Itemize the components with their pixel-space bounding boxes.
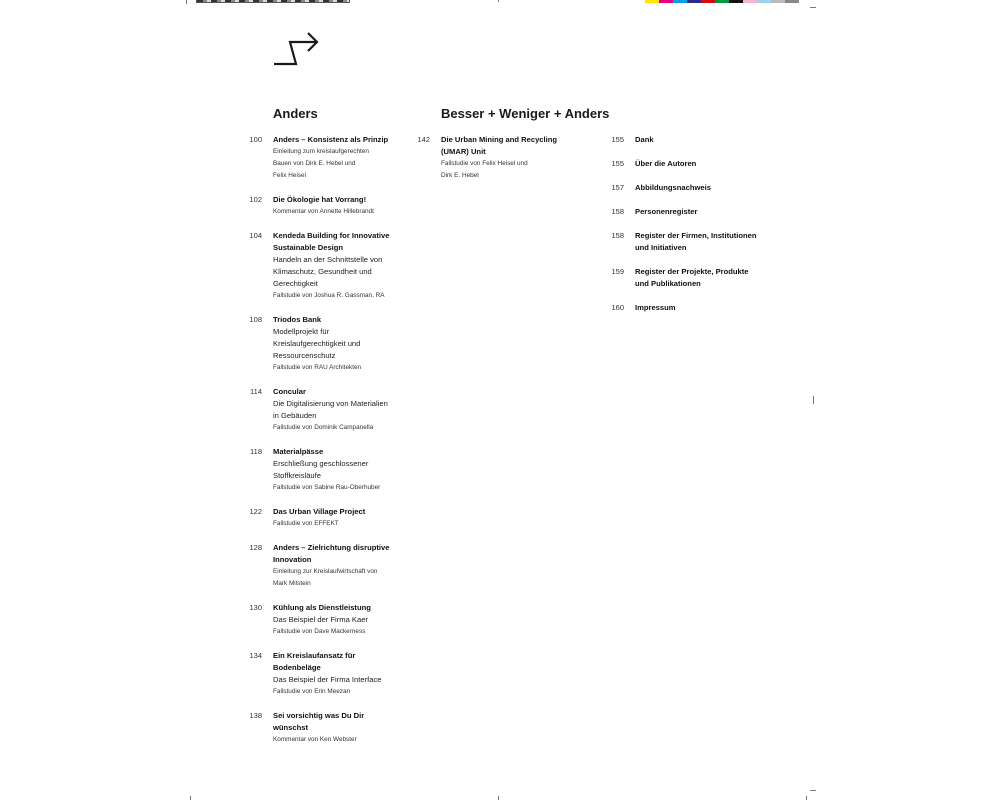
entry-author: Fallstudie von Felix Heisel und Dirk E. Hebel — [441, 160, 528, 179]
crop-mark — [810, 7, 816, 8]
entry-subtitle: Modellprojekt für Kreislaufgerechtigkeit und Ressourcenschutz — [273, 327, 361, 360]
toc-column-anders — [238, 134, 418, 758]
page-number: 122 — [249, 507, 262, 516]
entry-title: Register der Firmen, Institutionen und Initiativen — [635, 231, 757, 252]
entry-author: Einleitung zur Kreislaufwirtschaft von Mark Milstein — [273, 568, 378, 587]
toc-entry[interactable] — [598, 302, 798, 314]
toc-entry[interactable] — [238, 314, 418, 374]
page-number: 134 — [249, 651, 262, 660]
toc-entry[interactable] — [238, 446, 418, 494]
page-number: 100 — [249, 135, 262, 144]
entry-author: Fallstudie von EFFEKT — [273, 520, 339, 527]
section-heading-besser-weniger-anders: Besser + Weniger + Anders — [441, 106, 610, 121]
entry-subtitle: Erschließung geschlossener Stoffkreisläufe — [273, 459, 369, 480]
toc-entry[interactable] — [238, 506, 418, 530]
toc-entry[interactable] — [238, 386, 418, 434]
toc-entry[interactable] — [406, 134, 586, 182]
entry-author: Fallstudie von Sabine Rau-Oberhuber — [273, 484, 381, 491]
toc-entry[interactable] — [598, 206, 798, 218]
page-number: 160 — [611, 303, 624, 312]
page-number: 157 — [611, 183, 624, 192]
entry-title: Materialpässe — [273, 447, 324, 456]
entry-author: Kommentar von Annette Hillebrandt — [273, 208, 374, 215]
entry-title: Concular — [273, 387, 306, 396]
page-number: 130 — [249, 603, 262, 612]
toc-entry[interactable] — [238, 230, 418, 302]
page-number: 155 — [611, 159, 624, 168]
entry-title: Die Urban Mining and Recycling (UMAR) Unit — [441, 135, 558, 156]
page-number: 155 — [611, 135, 624, 144]
crop-mark — [186, 0, 187, 4]
entry-title: Ein Kreislaufansatz für Bodenbeläge — [273, 651, 356, 672]
zigzag-arrow-icon — [272, 30, 320, 66]
entry-title: Das Urban Village Project — [273, 507, 366, 516]
entry-title: Anders – Konsistenz als Prinzip — [273, 135, 389, 144]
entry-author: Einleitung zum kreislaufgerechten Bauen von Dirk E. Hebel und Felix Heisel — [273, 148, 369, 179]
toc-entry[interactable] — [598, 134, 798, 146]
crop-mark — [498, 0, 499, 2]
toc-entry[interactable] — [238, 710, 418, 746]
entry-title: Die Ökologie hat Vorrang! — [273, 195, 367, 204]
print-color-bar — [645, 0, 799, 3]
page-number: 142 — [417, 135, 430, 144]
toc-entry[interactable] — [238, 194, 418, 218]
page-number: 159 — [611, 267, 624, 276]
toc-entry[interactable] — [598, 158, 798, 170]
page-number: 118 — [250, 447, 262, 456]
entry-subtitle: Die Digitalisierung von Materialien in Gebäuden — [273, 399, 388, 420]
entry-title: Kendeda Building for Innovative Sustainable Design — [273, 231, 390, 252]
entry-author: Fallstudie von Dominik Campanella — [273, 424, 374, 431]
toc-entry[interactable] — [238, 650, 418, 698]
entry-author: Fallstudie von Joshua R. Gassman, RA — [273, 292, 385, 299]
entry-title: Abbildungsnachweis — [635, 183, 711, 192]
entry-author: Fallstudie von Erin Meezan — [273, 688, 351, 695]
toc-column-besser-weniger-anders — [406, 134, 586, 194]
page-number: 158 — [611, 231, 624, 240]
page-number: 108 — [249, 315, 262, 324]
entry-author: Kommentar von Ken Webster — [273, 736, 357, 743]
crop-mark — [813, 396, 814, 404]
page-number: 114 — [250, 387, 262, 396]
section-heading-anders: Anders — [273, 106, 318, 121]
toc-entry[interactable] — [238, 134, 418, 182]
crop-mark — [810, 790, 816, 791]
entry-subtitle: Handeln an der Schnittstelle von Klimaschutz, Gesundheit und Gerechtigkeit — [273, 255, 383, 288]
page-number: 128 — [249, 543, 262, 552]
entry-title: Sei vorsichtig was Du Dir wünschst — [273, 711, 365, 732]
crop-mark — [498, 796, 499, 800]
page-number: 104 — [249, 231, 262, 240]
entry-title: Anders – Zielrichtung disruptive Innovation — [273, 543, 390, 564]
entry-title: Impressum — [635, 303, 676, 312]
toc-entry[interactable] — [238, 602, 418, 638]
entry-subtitle: Das Beispiel der Firma Kaer — [273, 615, 368, 624]
toc-column-appendix — [598, 134, 798, 326]
entry-subtitle: Das Beispiel der Firma Interface — [273, 675, 382, 684]
print-gray-bar — [196, 0, 350, 3]
entry-title: Kühlung als Dienstleistung — [273, 603, 371, 612]
toc-entry[interactable] — [598, 266, 798, 290]
entry-title: Personenregister — [635, 207, 698, 216]
entry-title: Triodos Bank — [273, 315, 322, 324]
toc-entry[interactable] — [238, 542, 418, 590]
entry-author: Fallstudie von RAU Architekten — [273, 364, 362, 371]
entry-title: Über die Autoren — [635, 159, 697, 168]
entry-author: Fallstudie von Dave Mackerness — [273, 628, 366, 635]
crop-mark — [806, 796, 807, 800]
entry-title: Dank — [635, 135, 654, 144]
page-number: 158 — [611, 207, 624, 216]
page-number: 102 — [249, 195, 262, 204]
entry-title: Register der Projekte, Produkte und Publikationen — [635, 267, 749, 288]
page-number: 138 — [249, 711, 262, 720]
crop-mark — [190, 796, 191, 800]
toc-entry[interactable] — [598, 230, 798, 254]
toc-entry[interactable] — [598, 182, 798, 194]
